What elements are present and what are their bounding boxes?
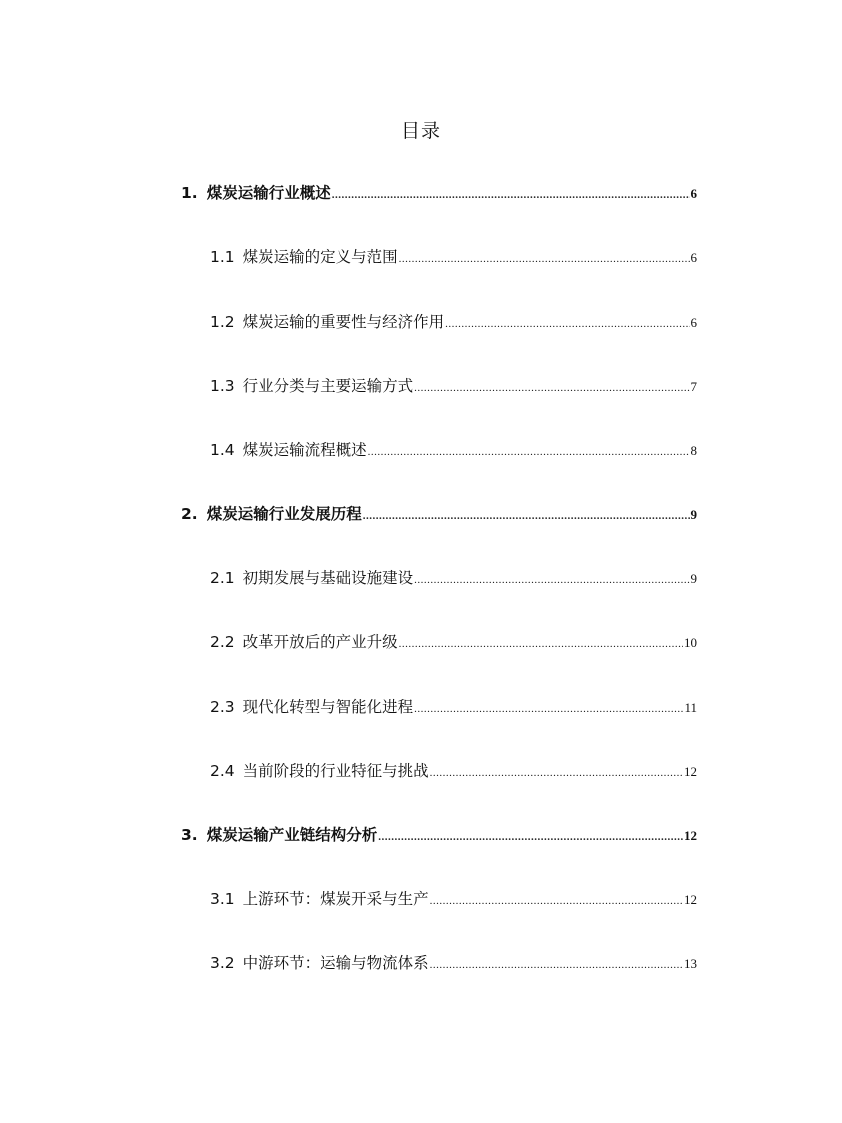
- toc-entry-page: 6: [690, 186, 697, 201]
- toc-entry-number: 1.4: [210, 441, 235, 459]
- toc-dot-leader: [399, 247, 690, 271]
- toc-dot-leader: [414, 376, 689, 400]
- toc-entry-page: 12: [684, 892, 697, 907]
- toc-dot-leader: [332, 183, 690, 207]
- toc-entry-number: 3.: [181, 826, 198, 844]
- toc-entry-page: 11: [684, 700, 697, 715]
- toc-dot-leader: [414, 568, 689, 592]
- toc-entry-text: 煤炭运输的定义与范围: [242, 248, 398, 266]
- toc-dot-leader: [430, 889, 683, 913]
- toc-entry-page: 9: [690, 507, 697, 522]
- toc-entry-number: 3.1: [210, 890, 235, 908]
- toc-entry-page: 6: [690, 315, 697, 330]
- toc-entry-number: 2.1: [210, 569, 235, 587]
- toc-entry-text: 煤炭运输行业发展历程: [206, 505, 362, 523]
- toc-entry-3-1[interactable]: [210, 887, 697, 911]
- toc-entry-text: 行业分类与主要运输方式: [242, 377, 414, 395]
- toc-entry-1-3[interactable]: [210, 374, 697, 398]
- toc-entry-text: 煤炭运输产业链结构分析: [206, 826, 378, 844]
- toc-dot-leader: [378, 825, 683, 849]
- toc-entry-1-1[interactable]: [210, 245, 697, 269]
- toc-dot-leader: [363, 504, 690, 528]
- toc-dot-leader: [430, 953, 683, 977]
- toc-entry-number: 2.4: [210, 762, 235, 780]
- toc-entry-2-2[interactable]: [210, 630, 697, 654]
- toc-entry-2-4[interactable]: [210, 759, 697, 783]
- toc-entry-text: 现代化转型与智能化进程: [242, 698, 414, 716]
- toc-entry-1-2[interactable]: [210, 310, 697, 334]
- toc-entry-text: 上游环节：煤炭开采与生产: [242, 890, 429, 908]
- toc-dot-leader: [414, 697, 683, 721]
- toc-dot-leader: [445, 312, 689, 336]
- toc-entry-text: 改革开放后的产业升级: [242, 633, 398, 651]
- toc-entry-3[interactable]: [181, 823, 697, 847]
- toc-entry-text: 煤炭运输的重要性与经济作用: [242, 313, 445, 331]
- toc-entry-text: 煤炭运输行业概述: [206, 184, 331, 202]
- toc-dot-leader: [368, 440, 690, 464]
- toc-entry-2-1[interactable]: [210, 566, 697, 590]
- toc-entry-2[interactable]: [181, 502, 697, 526]
- toc-entry-page: 6: [690, 250, 697, 265]
- toc-entry-number: 1.1: [210, 248, 235, 266]
- toc-entry-number: 3.2: [210, 954, 235, 972]
- toc-entry-number: 2.3: [210, 698, 235, 716]
- toc-dot-leader: [399, 632, 683, 656]
- toc-entry-text: 当前阶段的行业特征与挑战: [242, 762, 429, 780]
- toc-entry-1-4[interactable]: [210, 438, 697, 462]
- toc-entry-text: 煤炭运输流程概述: [242, 441, 367, 459]
- toc-entry-number: 2.: [181, 505, 198, 523]
- toc-entry-3-2[interactable]: [210, 951, 697, 975]
- toc-title: 目录: [400, 120, 441, 142]
- toc-entry-2-3[interactable]: [210, 695, 697, 719]
- toc-entry-text: 初期发展与基础设施建设: [242, 569, 414, 587]
- toc-dot-leader: [430, 761, 683, 785]
- toc-entry-page: 7: [690, 379, 697, 394]
- toc-entry-page: 13: [684, 956, 697, 971]
- toc-entry-number: 1.: [181, 184, 198, 202]
- toc-entry-number: 1.2: [210, 313, 235, 331]
- toc-entry-number: 2.2: [210, 633, 235, 651]
- toc-entry-1[interactable]: [181, 181, 697, 205]
- toc-entry-page: 9: [690, 571, 697, 586]
- toc-entry-page: 12: [684, 764, 697, 779]
- toc-entry-number: 1.3: [210, 377, 235, 395]
- toc-entry-page: 10: [684, 635, 697, 650]
- toc-entry-text: 中游环节：运输与物流体系: [242, 954, 429, 972]
- toc-entry-page: 8: [690, 443, 697, 458]
- toc-entry-page: 12: [684, 828, 697, 843]
